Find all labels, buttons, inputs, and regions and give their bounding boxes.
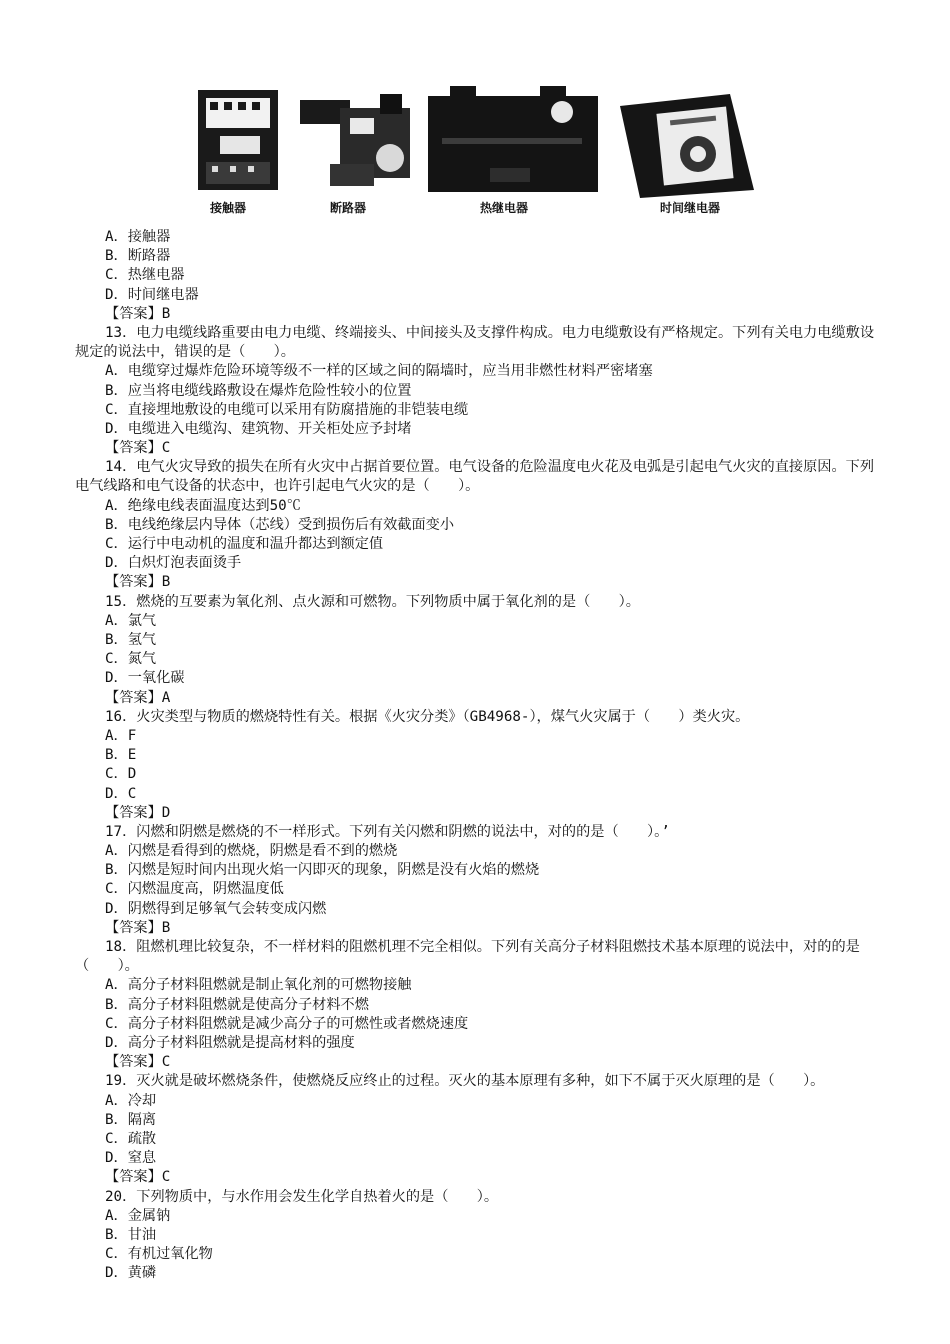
q14-stem: 14．电气火灾导致的损失在所有火灾中占据首要位置。电气设备的危险温度电火花及电弧是引起电气火灾的直接原因。下列电气线路和电气设备的状态中，也许引起电气火灾的是（ ）。	[75, 459, 875, 495]
q20-stem: 20．下列物质中，与水作用会发生化学自热着火的是（ ）。	[105, 1188, 499, 1205]
q18-option-d: D．高分子材料阻燃就是提高材料的强度	[105, 1035, 355, 1052]
q15-option-c: C．氮气	[105, 651, 157, 668]
q19-option-c: C．疏散	[105, 1130, 157, 1147]
caption-thermal-relay: 热继电器	[480, 201, 529, 215]
q20-option-c: C．有机过氧化物	[105, 1246, 213, 1263]
q20-option-a: A．金属钠	[105, 1207, 171, 1224]
q17-option-b: B．闪燃是短时间内出现火焰一闪即灭的现象，阴燃是没有火焰的燃烧	[105, 862, 540, 879]
q12-option-a: A．接触器	[105, 229, 171, 245]
q19-option-a: A．冷却	[105, 1092, 157, 1109]
q18-option-c: C．高分子材料阻燃就是减少高分子的可燃性或者燃烧速度	[105, 1015, 469, 1032]
q12-answer: 【答案】B	[105, 305, 171, 322]
q13-option-a: A．电缆穿过爆炸危险环境等级不一样的区域之间的隔墙时，应当用非燃性材料严密堵塞	[105, 363, 653, 380]
q15-option-a: A．氯气	[105, 612, 157, 629]
q16-option-c: C．D	[105, 766, 137, 783]
q15-stem: 15．燃烧的互要素为氧化剂、点火源和可燃物。下列物质中属于氧化剂的是（ ）。	[105, 593, 640, 610]
q12-option-b: B．断路器	[105, 248, 171, 265]
thermal-relay-image	[428, 86, 598, 192]
q17-option-a: A．闪燃是看得到的燃烧，阴燃是看不到的燃烧	[105, 843, 398, 860]
caption-contactor: 接触器	[210, 201, 247, 215]
q14-option-b: B．电线绝缘层内导体（芯线）受到损伤后有效截面变小	[105, 516, 455, 533]
caption-time-relay: 时间继电器	[660, 201, 721, 215]
q13-answer: 【答案】C	[105, 440, 171, 457]
q17-stem: 17．闪燃和阴燃是燃烧的不一样形式。下列有关闪燃和阴燃的说法中，对的的是（ ）。’	[105, 823, 670, 840]
q14-answer: 【答案】B	[105, 574, 171, 591]
q15-option-d: D．一氧化碳	[105, 670, 185, 687]
q14-option-a: A．绝缘电线表面温度达到50℃	[105, 497, 301, 514]
q13-option-c: C．直接埋地敷设的电缆可以采用有防腐措施的非铠装电缆	[105, 401, 469, 418]
q12-option-c: C．热继电器	[105, 267, 185, 284]
q16-option-b: B．E	[105, 747, 137, 764]
q17-option-c: C．闪燃温度高，阴燃温度低	[105, 881, 284, 898]
q18-option-b: B．高分子材料阻燃就是使高分子材料不燃	[105, 996, 369, 1013]
q13-option-b: B．应当将电缆线路敷设在爆炸危险性较小的位置	[105, 382, 412, 399]
q16-stem: 16．火灾类型与物质的燃烧特性有关。根据《火灾分类》（GB4968-），煤气火灾属于（ ）类火灾。	[105, 708, 750, 725]
q15-answer: 【答案】A	[105, 689, 171, 706]
caption-circuit-breaker: 断路器	[330, 201, 367, 215]
q13-option-d: D．电缆进入电缆沟、建筑物、开关柜处应予封堵	[105, 420, 412, 437]
q16-option-d: D．C	[105, 785, 137, 802]
q18-answer: 【答案】C	[105, 1054, 171, 1071]
contactor-image	[198, 90, 278, 190]
q17-answer: 【答案】B	[105, 919, 171, 936]
q20-option-b: B．甘油	[105, 1226, 157, 1243]
electrical-devices-figure	[190, 78, 760, 228]
q19-option-d: D．窒息	[105, 1150, 157, 1167]
question-list	[75, 228, 885, 1283]
q19-option-b: B．隔离	[105, 1111, 157, 1128]
q14-option-c: C．运行中电动机的温度和温升都达到额定值	[105, 536, 384, 553]
q19-stem: 19．灭火就是破坏燃烧条件，使燃烧反应终止的过程。灭火的基本原理有多种，如下不属于灭火原理的是（ ）。	[105, 1073, 825, 1090]
q18-stem: 18．阻燃机理比较复杂，不一样材料的阻燃机理不完全相似。下列有关高分子材料阻燃技术基本原理的说法中，对的的是（ ）。	[75, 939, 860, 975]
q20-option-d: D．黄磷	[105, 1265, 157, 1282]
q12-option-d: D．时间继电器	[105, 286, 199, 303]
time-relay-image	[620, 94, 754, 198]
q15-option-b: B．氢气	[105, 632, 157, 649]
q14-option-d: D．白炽灯泡表面烫手	[105, 555, 242, 572]
q19-answer: 【答案】C	[105, 1169, 171, 1186]
q16-option-a: A．F	[105, 727, 137, 744]
q17-option-d: D．阴燃得到足够氧气会转变成闪燃	[105, 900, 327, 917]
q13-stem: 13．电力电缆线路重要由电力电缆、终端接头、中间接头及支撑件构成。电力电缆敷设有严格规定。下列有关电力电缆敷设规定的说法中，错误的是（ ）。	[75, 324, 875, 361]
circuit-breaker-image	[300, 94, 410, 186]
q16-answer: 【答案】D	[105, 804, 171, 821]
q18-option-a: A．高分子材料阻燃就是制止氧化剂的可燃物接触	[105, 977, 412, 994]
